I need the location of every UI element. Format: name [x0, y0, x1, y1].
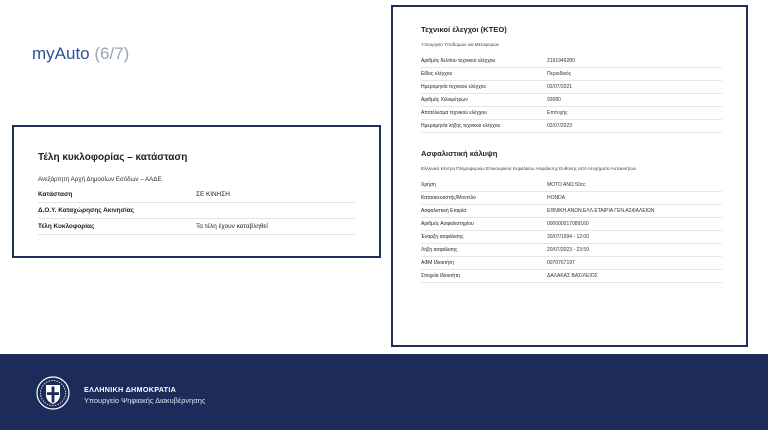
insurance-row-label: ΑΦΜ Ιδιοκτήτη — [421, 259, 454, 266]
insurance-row-value: ΜΟΤΟ ΑΝΩ 50cc — [547, 181, 586, 188]
insurance-table — [421, 179, 722, 283]
fees-row-label: Τέλη Κυκλοφορίας — [38, 223, 95, 230]
footer-subtitle: Υπουργείο Ψηφιακής Διακυβέρνησης — [84, 396, 206, 405]
insurance-row — [421, 244, 722, 257]
inspection-row-value: Επιτυχής — [547, 109, 568, 116]
insurance-row-value: ΕΘΝΙΚΗ ΑΝΩΝ.ΕΛΛ.ΕΤΑΙΡΙΑ ΓΕΝ.ΑΣΦΑΛΕΙΩΝ — [547, 207, 655, 214]
insurance-authority: Ελληνικό Κέντρο Πληροφοριών Επικουρικού Κεφαλαίου Ασφάλισης Ευθύνης από Ατυχήματα Αυτοκινήτων — [421, 165, 637, 171]
insurance-row-value: ΔΑΛΑΚΑΣ ΒΑΣΙΛΕΙΟΣ — [547, 272, 598, 279]
insurance-row — [421, 192, 722, 205]
inspection-heading: Τεχνικοί έλεγχοι (ΚΤΕΟ) — [421, 25, 507, 34]
slide-title — [32, 44, 129, 64]
fees-row-label: Κατάσταση — [38, 191, 73, 198]
inspection-row-value: 02/07/2023 — [547, 122, 573, 129]
inspection-insurance-card — [391, 5, 748, 347]
inspection-row-label: Ημερομηνία τεχνικού ελέγχου — [421, 83, 487, 90]
slide-title-text: myAuto — [32, 44, 90, 63]
insurance-row-value: 0070767197 — [547, 259, 575, 266]
insurance-row-label: Χρήση — [421, 181, 436, 188]
insurance-row-value: 000000017089160 — [547, 220, 589, 227]
inspection-row-label: Αποτέλεσμα τεχνικού ελέγχου — [421, 109, 487, 116]
insurance-row-value: HONDA — [547, 194, 566, 201]
insurance-row — [421, 270, 722, 283]
insurance-row-value: 20/07/1994 - 12:00 — [547, 233, 589, 240]
fees-row-tax-office — [38, 203, 355, 219]
footer-title: ΕΛΛΗΝΙΚΗ ΔΗΜΟΚΡΑΤΙΑ — [84, 385, 177, 394]
inspection-row — [421, 94, 722, 107]
insurance-row-label: Στοιχεία Ιδιοκτήτη — [421, 272, 460, 279]
inspection-row — [421, 68, 722, 81]
circulation-fees-authority: Ανεξάρτητη Αρχή Δημοσίων Εσόδων – ΑΑΔΕ — [38, 176, 162, 183]
inspection-row — [421, 107, 722, 120]
insurance-row-value: 20/07/2023 - 23:59 — [547, 246, 589, 253]
circulation-fees-heading: Τέλη κυκλοφορίας – κατάσταση — [38, 152, 188, 163]
fees-row-status — [38, 187, 355, 203]
fees-row-label: Δ.Ο.Υ. Καταχώρησης Ακινησίας — [38, 207, 134, 214]
inspection-row-label: Είδος ελέγχου — [421, 70, 453, 77]
inspection-authority: Υπουργείο Υποδομών και Μεταφορών — [421, 42, 500, 47]
insurance-row — [421, 231, 722, 244]
slide-page-number: (6/7) — [94, 44, 130, 63]
insurance-row-label: Έναρξη ασφάλισης — [421, 233, 464, 240]
insurance-row — [421, 179, 722, 192]
insurance-row-label: Ασφαλιστική Εταιρία — [421, 207, 467, 214]
insurance-row — [421, 257, 722, 270]
insurance-row — [421, 205, 722, 218]
fees-row-fees — [38, 219, 355, 235]
fees-row-value: Τα τέλη έχουν καταβληθεί — [196, 223, 268, 230]
inspection-row — [421, 120, 722, 133]
inspection-row-value: 2191949280 — [547, 57, 575, 64]
inspection-row-value: Περιοδικός — [547, 70, 572, 77]
inspection-row-label: Αριθμός δελτίου τεχνικού ελέγχου — [421, 57, 496, 64]
inspection-row-value: 93080 — [547, 96, 561, 103]
inspection-row — [421, 81, 722, 94]
insurance-row — [421, 218, 722, 231]
inspection-row-label: Ημερομηνία λήξης τεχνικού ελέγχου — [421, 122, 501, 129]
insurance-heading: Ασφαλιστική κάλυψη — [421, 148, 498, 158]
insurance-row-label: Αριθμός Ασφαλιστηρίου — [421, 220, 474, 227]
fees-row-value: ΣΕ ΚΙΝΗΣΗ — [196, 191, 230, 198]
insurance-row-label: Λήξη ασφάλισης — [421, 246, 458, 253]
circulation-fees-card — [12, 125, 381, 258]
inspection-row-value: 02/07/2021 — [547, 83, 573, 90]
footer-banner — [0, 354, 768, 430]
greek-coat-of-arms-icon — [36, 376, 70, 410]
inspection-table — [421, 55, 722, 133]
inspection-row-label: Αριθμός Χιλιομέτρων — [421, 96, 468, 103]
insurance-row-label: Κατασκευαστής/Μοντέλο — [421, 194, 476, 201]
inspection-row — [421, 55, 722, 68]
